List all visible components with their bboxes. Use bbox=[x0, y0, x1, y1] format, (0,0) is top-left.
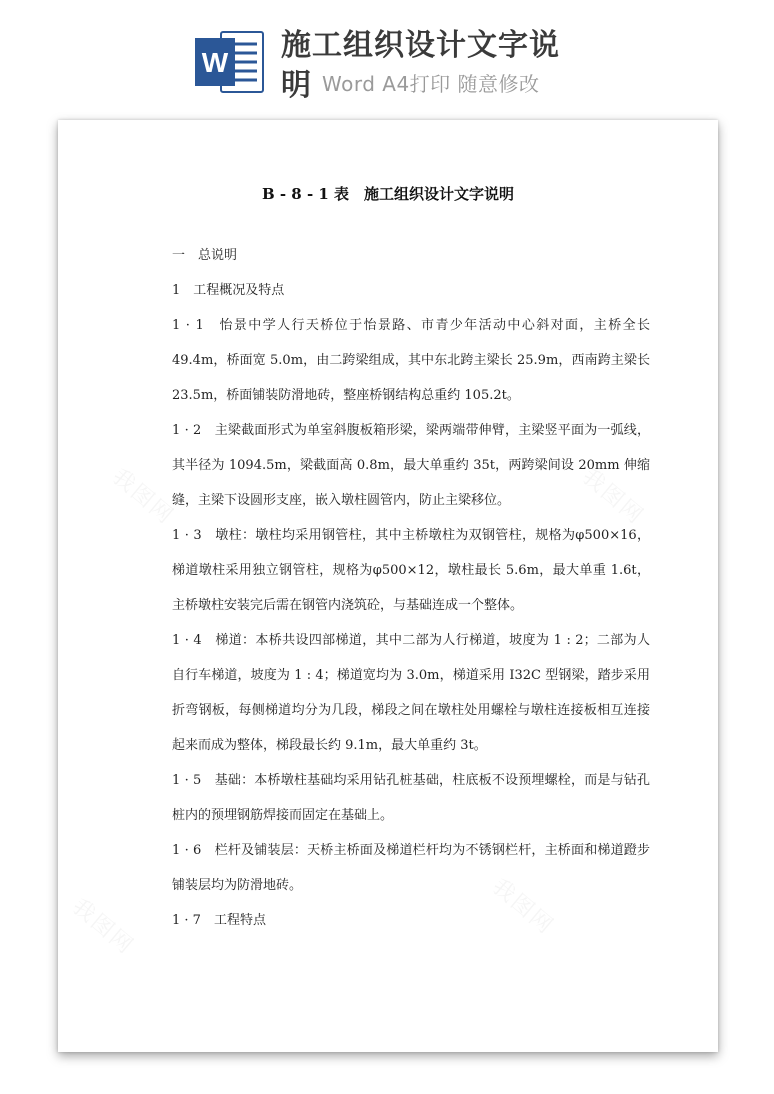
document-page bbox=[58, 120, 718, 1052]
watermark: 我图网 bbox=[577, 464, 649, 530]
subsection-heading: 1 工程概况及特点 bbox=[172, 283, 285, 298]
paragraph: 1 · 3 墩柱：墩柱均采用钢管柱，其中主桥墩柱为双钢管柱，规格为φ500×16，梯道墩柱采用独立钢管柱，规格为φ500×12，墩柱最长 5.6m，最大单重 1.6t，主桥墩柱安装完后需在钢管内浇筑砼，与基础连成一个整体。 bbox=[172, 528, 650, 613]
paragraph: 1 · 7 工程特点 bbox=[172, 913, 266, 928]
watermark: 我图网 bbox=[67, 894, 139, 960]
paragraph: 1 · 6 栏杆及铺装层：天桥主桥面及梯道栏杆均为不锈钢栏杆，主桥面和梯道蹬步铺装层均为防滑地砖。 bbox=[172, 843, 650, 893]
banner-subtitle: Word A4打印 随意修改 bbox=[322, 72, 540, 96]
paragraph: 1 · 1 怡景中学人行天桥位于怡景路、市青少年活动中心斜对面，主桥全长 49.4m，桥面宽 5.0m，由二跨梁组成，其中东北跨主梁长 25.9m，西南跨主梁长 23.5m，桥面铺装防滑地砖，整座桥钢结构总重约 105.2t。 bbox=[172, 318, 655, 403]
document-title: B - 8 - 1 表 施工组织设计文字说明 bbox=[261, 185, 515, 203]
watermark: 我图网 bbox=[107, 464, 179, 530]
watermark: 我图网 bbox=[487, 874, 559, 940]
banner-title: 施工组织设计文字说明 bbox=[281, 28, 560, 103]
header-banner bbox=[0, 0, 774, 112]
word-icon bbox=[193, 26, 265, 98]
word-icon-letter: W bbox=[201, 47, 229, 78]
paragraph: 1 · 2 主梁截面形式为单室斜腹板箱形梁，梁两端带伸臂，主梁竖平面为一弧线，其半径为 1094.5m，梁截面高 0.8m，最大单重约 35t，两跨梁间设 20mm 伸缩缝，主梁下设圆形支座，嵌入墩柱圆管内，防止主梁移位。 bbox=[172, 423, 650, 508]
paragraph: 1 · 5 基础：本桥墩柱基础均采用钻孔桩基础，柱底板不设预埋螺栓，而是与钻孔桩内的预埋钢筋焊接而固定在基础上。 bbox=[172, 773, 650, 823]
paragraph: 1 · 4 梯道：本桥共设四部梯道，其中二部为人行梯道，坡度为 1 : 2；二部为人自行车梯道，坡度为 1 : 4；梯道宽均为 3.0m，梯道采用 I32C 型钢梁，踏步采用折弯钢板，每侧梯道均分为几段，梯段之间在墩柱处用螺栓与墩柱连接板相互连接起来而成为整体，梯段最长约 9.1m，最大单重约 3t。 bbox=[172, 633, 650, 753]
section-heading: 一 总说明 bbox=[172, 248, 238, 263]
word-icon-graphic bbox=[193, 26, 265, 98]
